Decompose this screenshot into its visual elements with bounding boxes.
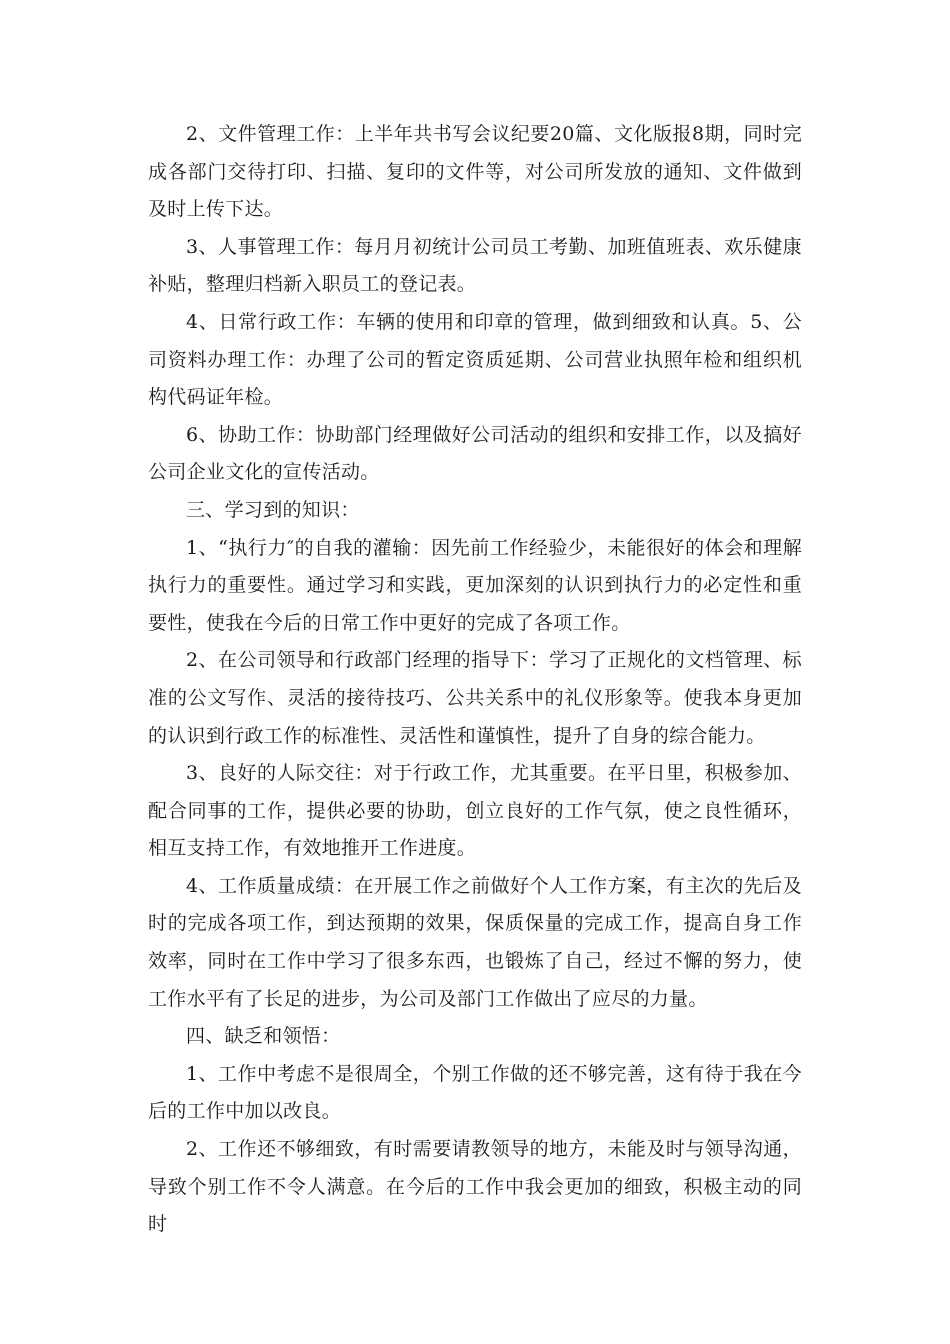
document-body bbox=[148, 116, 802, 1244]
section-heading-knowledge-learned: 三、学习到的知识： bbox=[186, 498, 360, 521]
section-heading-shortcomings: 四、缺乏和领悟： bbox=[186, 1025, 341, 1048]
paragraph-guidance: 2、在公司领导和行政部门经理的指导下：学习了正规化的文档管理、标准的公文写作、灵活的接待技巧、公共关系中的礼仪形象等。使我本身更加的认识到行政工作的标准性、灵活性和谨慎性，提升了自身的综合能力。 bbox=[148, 649, 802, 747]
paragraph-shortcoming-2: 2、工作还不够细致，有时需要请教领导的地方，未能及时与领导沟通，导致个别工作不令人满意。在今后的工作中我会更加的细致，积极主动的同时 bbox=[148, 1138, 802, 1236]
paragraph-personnel-management: 3、人事管理工作：每月月初统计公司员工考勤、加班值班表、欢乐健康补贴，整理归档新入职员工的登记表。 bbox=[148, 235, 802, 296]
paragraph-work-quality: 4、工作质量成绩：在开展工作之前做好个人工作方案，有主次的先后及时的完成各项工作，到达预期的效果，保质保量的完成工作，提高自身工作效率，同时在工作中学习了很多东西，也锻炼了自己，经过不懈的努力，使工作水平有了长足的进步，为公司及部门工作做出了应尽的力量。 bbox=[148, 874, 802, 1010]
paragraph-shortcoming-1: 1、工作中考虑不是很周全，个别工作做的还不够完善，这有待于我在今后的工作中加以改良。 bbox=[148, 1062, 802, 1123]
paragraph-execution: 1、“执行力″的自我的灌输：因先前工作经验少，未能很好的体会和理解执行力的重要性。通过学习和实践，更加深刻的认识到执行力的必定性和重要性，使我在今后的日常工作中更好的完成了各项工作。 bbox=[148, 536, 802, 634]
paragraph-interpersonal: 3、良好的人际交往：对于行政工作，尤其重要。在平日里，积极参加、配合同事的工作，提供必要的协助，创立良好的工作气氛，使之良性循环，相互支持工作，有效地推开工作进度。 bbox=[148, 762, 802, 860]
paragraph-file-management: 2、文件管理工作：上半年共书写会议纪要20篇、文化版报8期，同时完成各部门交待打印、扫描、复印的文件等，对公司所发放的通知、文件做到及时上传下达。 bbox=[148, 123, 802, 221]
paragraph-assistance-work: 6、协助工作：协助部门经理做好公司活动的组织和安排工作，以及搞好公司企业文化的宣传活动。 bbox=[148, 423, 802, 484]
paragraph-daily-administration: 4、日常行政工作：车辆的使用和印章的管理，做到细致和认真。5、公司资料办理工作：办理了公司的暂定资质延期、公司营业执照年检和组织机构代码证年检。 bbox=[148, 310, 802, 409]
